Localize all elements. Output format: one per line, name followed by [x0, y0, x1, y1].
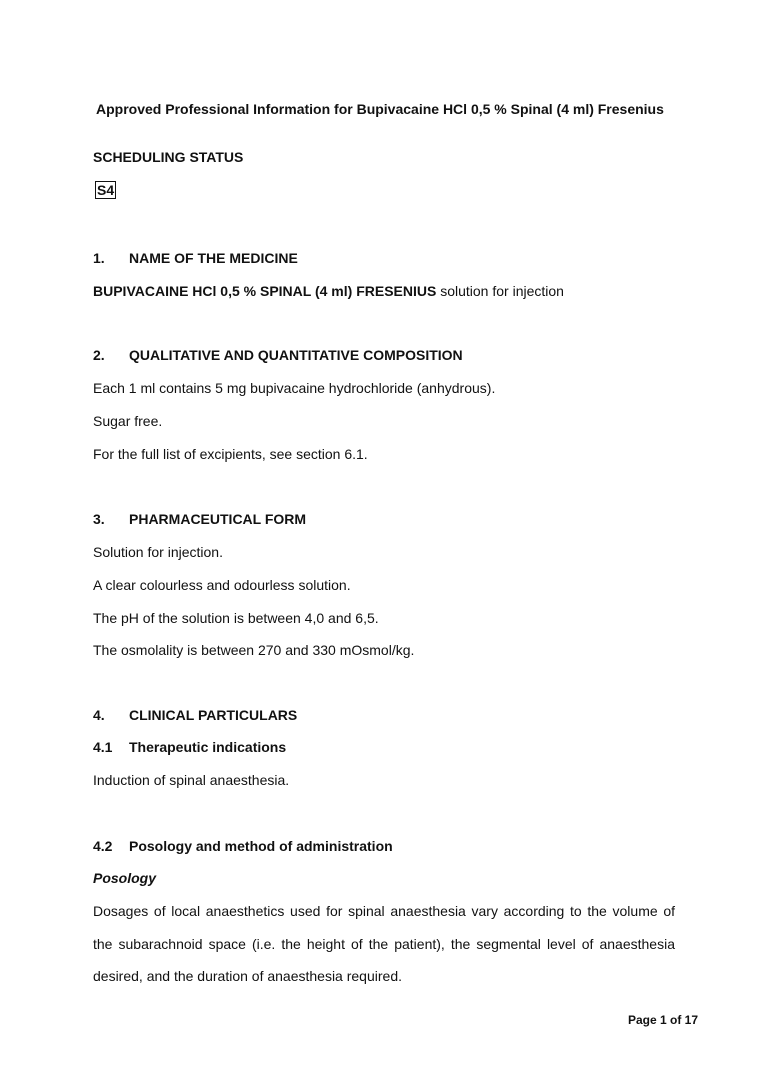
posology-subheading: Posology [93, 870, 157, 886]
medicine-name-line [93, 283, 564, 300]
subsection-4-1-number: 4.1 [93, 739, 113, 755]
form-line: The osmolality is between 270 and 330 mOsmol/kg. [93, 642, 415, 658]
document-title: Approved Professional Information for Bupivacaine HCl 0,5 % Spinal (4 ml) Fresenius [96, 101, 664, 117]
posology-paragraph-line: the subarachnoid space (i.e. the height of the patient), the segmental level of anaesthesia [93, 936, 675, 952]
section-2-number: 2. [93, 347, 105, 363]
composition-line: Each 1 ml contains 5 mg bupivacaine hydrochloride (anhydrous). [93, 380, 496, 396]
subsection-4-2-heading: Posology and method of administration [129, 838, 393, 854]
medicine-name-bold: BUPIVACAINE HCl 0,5 % SPINAL (4 ml) FRESENIUS [93, 283, 437, 299]
subsection-4-2-number: 4.2 [93, 838, 113, 854]
section-4-number: 4. [93, 707, 105, 723]
section-3-heading: PHARMACEUTICAL FORM [129, 511, 307, 527]
scheduling-status-stamp: S4 [97, 182, 115, 198]
section-2-heading: QUALITATIVE AND QUANTITATIVE COMPOSITION [129, 347, 463, 363]
posology-paragraph-line: Dosages of local anaesthetics used for spinal anaesthesia vary according to the volume of [93, 903, 675, 919]
page-number: Page 1 of 17 [627, 1013, 698, 1027]
form-line: The pH of the solution is between 4,0 and 6,5. [93, 610, 379, 626]
section-1-heading: NAME OF THE MEDICINE [129, 250, 298, 266]
posology-paragraph-line: desired, and the duration of anaesthesia required. [93, 968, 402, 984]
section-1-number: 1. [93, 250, 105, 266]
form-line: Solution for injection. [93, 544, 223, 560]
form-line: A clear colourless and odourless solution. [93, 577, 351, 593]
indication-text: Induction of spinal anaesthesia. [93, 772, 290, 788]
composition-line: Sugar free. [93, 413, 163, 429]
scheduling-status-heading: SCHEDULING STATUS [93, 149, 244, 165]
subsection-4-1-heading: Therapeutic indications [129, 739, 287, 755]
medicine-name-rest: solution for injection [436, 283, 564, 299]
composition-line: For the full list of excipients, see section 6.1. [93, 446, 368, 462]
section-4-heading: CLINICAL PARTICULARS [129, 707, 298, 723]
section-3-number: 3. [93, 511, 105, 527]
